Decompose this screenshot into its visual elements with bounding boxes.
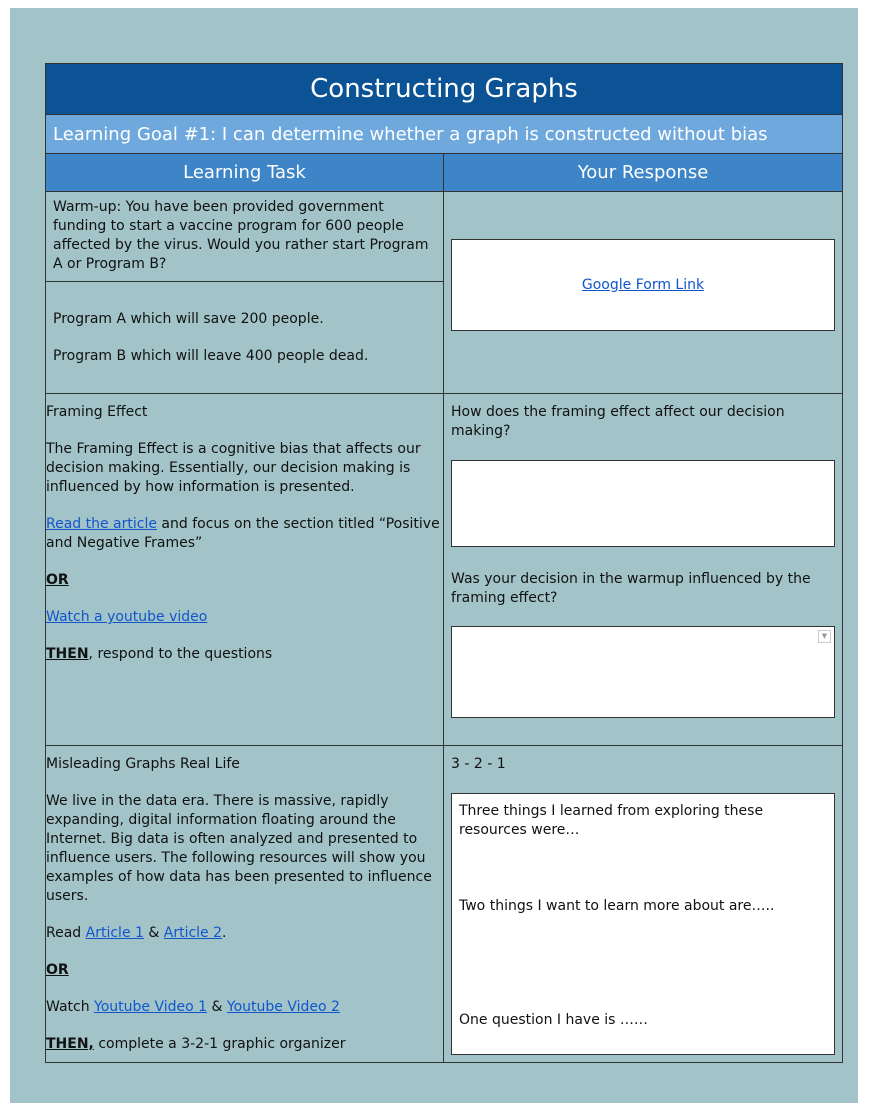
chevron-down-icon[interactable]: ▼ bbox=[818, 630, 831, 643]
misleading-or: OR bbox=[46, 962, 69, 978]
article-2-link[interactable]: Article 2 bbox=[163, 925, 223, 941]
youtube-video-1-link[interactable]: Youtube Video 1 bbox=[94, 999, 208, 1015]
framing-then-line bbox=[46, 645, 443, 664]
youtube-video-2-link[interactable]: Youtube Video 2 bbox=[226, 999, 340, 1015]
one-question-text: One question I have is …… bbox=[459, 1012, 648, 1028]
watch-video-link[interactable]: Watch a youtube video bbox=[46, 609, 208, 625]
header-learning-task: Learning Task bbox=[46, 154, 444, 192]
framing-description: The Framing Effect is a cognitive bias that affects our decision making. Essentially, our decision making is influenced by how information is presented. bbox=[46, 441, 421, 495]
header-your-response: Your Response bbox=[444, 154, 843, 192]
three-things-text: Three things I learned from exploring these resources were… bbox=[459, 803, 764, 838]
warmup-prompt: Warm-up: You have been provided government funding to start a vaccine program for 600 people affected by the virus. Would you rather start Program A or Program B? bbox=[46, 192, 443, 282]
warmup-response-cell bbox=[444, 192, 843, 394]
framing-then-rest: , respond to the questions bbox=[88, 646, 273, 662]
three-two-one-box[interactable] bbox=[451, 793, 835, 1055]
program-b-text: Program B which will leave 400 people dead. bbox=[53, 348, 369, 364]
misleading-watch-line: Watch Youtube Video 1 & Youtube Video 2 bbox=[46, 999, 340, 1015]
two-things-text: Two things I want to learn more about are….. bbox=[459, 898, 775, 914]
misleading-description: We live in the data era. There is massive, rapidly expanding, digital information floating around the Internet. Big data is often analyzed and presented to influence users. The following resources will show you examples of how data has been presented to influence users. bbox=[46, 793, 432, 904]
framing-or: OR bbox=[46, 572, 69, 588]
google-form-link[interactable]: Google Form Link bbox=[581, 277, 705, 293]
read-article-link[interactable]: Read the article bbox=[46, 516, 157, 532]
framing-read-rest: and focus on the section titled “Positive and Negative Frames” bbox=[46, 516, 440, 551]
misleading-response-cell bbox=[444, 746, 843, 1063]
program-a-text: Program A which will save 200 people. bbox=[53, 311, 324, 327]
form-link-box bbox=[451, 239, 835, 331]
misleading-cell bbox=[46, 746, 444, 1063]
framing-read-line bbox=[46, 515, 443, 553]
misleading-read-line: Read Article 1 & Article 2. bbox=[46, 925, 227, 941]
assignment-table bbox=[45, 63, 843, 1063]
misleading-then: THEN, bbox=[46, 1036, 94, 1052]
framing-cell bbox=[46, 394, 444, 746]
article-1-link[interactable]: Article 1 bbox=[85, 925, 144, 941]
framing-question-2: Was your decision in the warmup influenced by the framing effect? bbox=[451, 571, 811, 606]
document-page bbox=[10, 8, 858, 1103]
table-title: Constructing Graphs bbox=[46, 64, 843, 115]
framing-answer-1-box[interactable] bbox=[451, 460, 835, 547]
framing-answer-2-box[interactable] bbox=[451, 626, 835, 718]
framing-then: THEN bbox=[46, 646, 89, 662]
framing-question-1: How does the framing effect affect our decision making? bbox=[451, 404, 785, 439]
misleading-heading: Misleading Graphs Real Life bbox=[46, 756, 240, 772]
misleading-then-line bbox=[46, 1035, 443, 1054]
framing-response-cell bbox=[444, 394, 843, 746]
learning-goal: Learning Goal #1: I can determine whether a graph is constructed without bias bbox=[46, 115, 843, 154]
framing-heading: Framing Effect bbox=[46, 404, 148, 420]
warmup-cell bbox=[46, 192, 444, 394]
misleading-then-rest: complete a 3-2-1 graphic organizer bbox=[93, 1036, 346, 1052]
three-two-one-heading: 3 - 2 - 1 bbox=[451, 756, 506, 772]
